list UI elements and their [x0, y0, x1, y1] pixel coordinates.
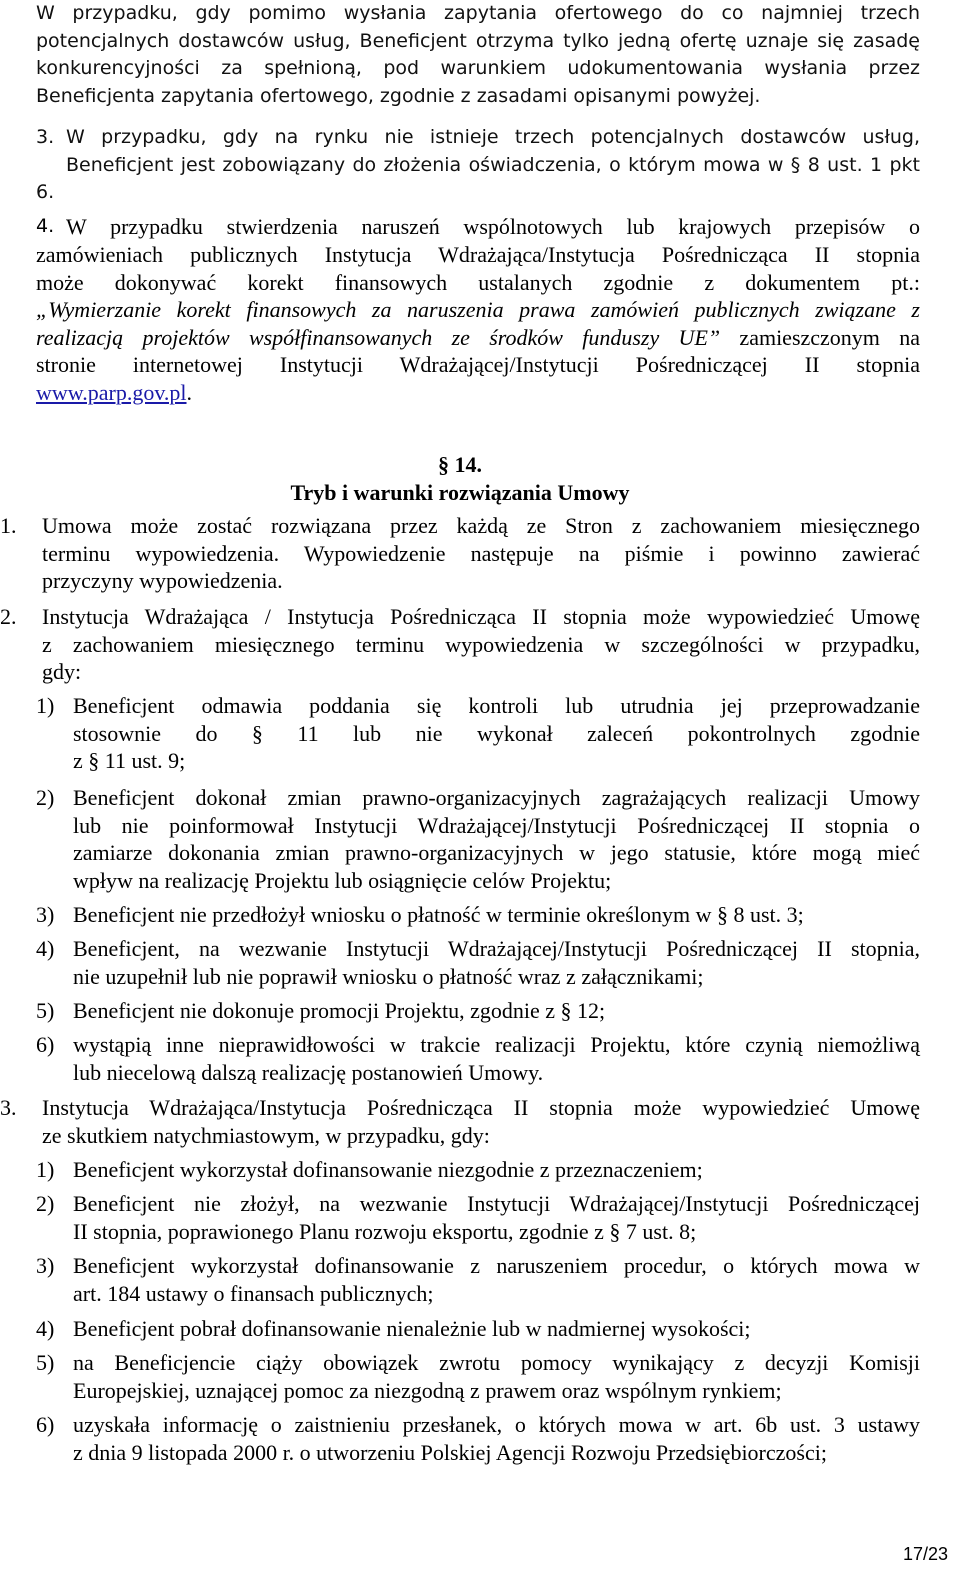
point-number: 3. — [0, 1095, 17, 1120]
list-item-number: 4) — [36, 1316, 55, 1341]
text-line: W przypadku, gdy na rynku nie istnieje trzech potencjalnych dostawców usług, — [66, 126, 920, 148]
list-item — [73, 1156, 920, 1184]
text-line: stronie internetowej Instytucji Wdrażającej/Instytucji Pośredniczącej II stopnia — [36, 352, 920, 378]
parp-website-link[interactable]: www.parp.gov.pl — [36, 379, 187, 405]
text-line: Beneficjenta zapytania ofertowego, zgodnie z zasadami opisanymi powyżej. — [36, 84, 761, 107]
text-line: z zachowaniem miesięcznego terminu wypowiedzenia w szczególności w przypadku, — [42, 631, 920, 657]
list-item — [73, 692, 920, 775]
list-item — [73, 1252, 920, 1307]
page-number: 17/23 — [902, 1544, 948, 1564]
text-line — [36, 324, 920, 352]
list-item — [73, 1031, 920, 1086]
list-item — [73, 1411, 920, 1466]
text-line: zamówieniach publicznych Instytucja Wdrażająca/Instytucja Pośrednicząca II stopnia — [36, 242, 920, 267]
text-line: potencjalnych dostawców usług, Beneficjent otrzyma tylko jedną ofertę uznaje się zasadę — [36, 29, 920, 52]
text-line: Beneficjent wykorzystał dofinansowanie niezgodnie z przeznaczeniem; — [73, 1157, 703, 1182]
list-item-number: 6) — [36, 1032, 55, 1057]
section-1-paragraph — [42, 512, 920, 595]
text-line: II stopnia, poprawionego Planu rozwoju eksportu, zgodnie z § 7 ust. 8; — [73, 1218, 697, 1244]
text-line: stosownie do § 11 lub nie wykonał zaleceń pokontrolnych zgodnie — [73, 720, 920, 746]
text-line: może dokonywać korekt finansowych ustalanych zgodnie z dokumentem pt.: — [36, 269, 920, 295]
text-line: wpływ na realizację Projektu lub osiągnięcie celów Projektu; — [73, 867, 612, 893]
text-line: lub nie poinformował Instytucji Wdrażającej/Instytucji Pośredniczącej II stopnia o — [73, 812, 920, 838]
text-line: Beneficjent wykorzystał dofinansowanie z naruszeniem procedur, o których mowa w — [73, 1253, 920, 1278]
text-line: konkurencyjności za spełnioną, pod warunkiem udokumentowania wysłania przez — [36, 57, 920, 80]
text-line: terminu wypowiedzenia. Wypowiedzenie następuje na piśmie i powinno zawierać — [42, 540, 920, 566]
list-item-number: 5) — [36, 1350, 55, 1375]
list-item — [73, 935, 920, 990]
section-2-paragraph — [42, 603, 920, 686]
document-title-italic: „Wymierzanie korekt finansowych za naruszenia prawa zamówień publicznych związane z — [36, 297, 920, 323]
text-line: ze skutkiem natychmiastowym, w przypadku, gdy: — [42, 1122, 490, 1148]
point-4-paragraph — [66, 213, 920, 241]
point-4-continuation — [36, 241, 920, 407]
text-line: na Beneficjencie ciąży obowiązek zwrotu pomocy wynikający z decyzji Komisji — [73, 1350, 920, 1375]
text-line: z dnia 9 listopada 2000 r. o utworzeniu Polskiej Agencji Rozwoju Przedsiębiorczości; — [73, 1439, 827, 1465]
section-3-paragraph — [42, 1094, 920, 1149]
text-line: wystąpią inne nieprawidłowości w trakcie realizacji Projektu, które czynią niemożliwą — [73, 1032, 920, 1057]
text-line: W przypadku stwierdzenia naruszeń wspólnotowych lub krajowych przepisów o — [66, 214, 920, 239]
text-line: Beneficjent pobrał dofinansowanie nienależnie lub w nadmiernej wysokości; — [73, 1316, 751, 1341]
list-item-number: 3) — [36, 1253, 55, 1278]
text-line: gdy: — [42, 659, 82, 685]
text-line: lub niecelową dalszą realizację postanowień Umowy. — [73, 1059, 544, 1085]
list-item — [73, 1190, 920, 1245]
text-line: 6. — [36, 181, 55, 203]
text-line — [36, 379, 920, 407]
text-line: Beneficjent odmawia poddania się kontroli lub utrudnia jej przeprowadzanie — [73, 693, 920, 718]
text-line: Instytucja Wdrażająca / Instytucja Pośrednicząca II stopnia może wypowiedzieć Umowę — [42, 604, 920, 629]
text-line: Umowa może zostać rozwiązana przez każdą ze Stron z zachowaniem miesięcznego — [42, 513, 920, 538]
list-item — [73, 901, 920, 929]
text-line: uzyskała informację o zaistnieniu przesłanek, o których mowa w art. 6b ust. 3 ustawy — [73, 1412, 920, 1437]
list-item — [73, 1315, 920, 1343]
section-number: § 14. — [438, 452, 482, 477]
list-item-number: 2) — [36, 1191, 55, 1216]
text-fragment: zamieszczonym na — [720, 324, 920, 350]
text-line: przyczyny wypowiedzenia. — [42, 568, 283, 594]
text-line: nie uzupełnił lub nie poprawił wniosku o płatność wraz z załącznikami; — [73, 963, 704, 989]
list-item-number: 1) — [36, 693, 55, 718]
text-line: Europejskiej, uznającej pomoc za niezgodną z prawem oraz wspólnym rynkiem; — [73, 1377, 782, 1403]
document-title-italic: realizacją projektów współfinansowanych ze środków funduszy UE” — [36, 324, 721, 350]
text-line: Beneficjent nie złożył, na wezwanie Instytucji Wdrażającej/Instytucji Pośredniczącej — [73, 1191, 920, 1216]
text-line: Beneficjent jest zobowiązany do złożenia oświadczenia, o którym mowa w § 8 ust. 1 pkt — [66, 153, 920, 176]
text-line: Beneficjent, na wezwanie Instytucji Wdrażającej/Instytucji Pośredniczącej II stopnia, — [73, 936, 920, 961]
list-item-number: 1) — [36, 1157, 55, 1182]
list-item-number: 4) — [36, 936, 55, 961]
text-line: Instytucja Wdrażająca/Instytucja Pośrednicząca II stopnia może wypowiedzieć Umowę — [42, 1095, 920, 1120]
point-number: 2. — [0, 604, 17, 629]
list-item — [73, 997, 920, 1025]
point-3-paragraph — [66, 124, 920, 179]
list-item — [73, 1349, 920, 1404]
text-line: Beneficjent nie przedłożył wniosku o płatność w terminie określonym w § 8 ust. 3; — [73, 902, 804, 927]
point-number: 4. — [36, 215, 55, 237]
text-fragment: . — [186, 379, 193, 405]
list-item-number: 3) — [36, 902, 55, 927]
intro-paragraph — [36, 0, 920, 110]
text-line: zamiarze dokonania zmian prawno-organizacyjnych w jego statusie, które mogą mieć — [73, 840, 920, 866]
text-line: Beneficjent dokonał zmian prawno-organizacyjnych zagrażających realizacji Umowy — [73, 785, 920, 810]
section-title: Tryb i warunki rozwiązania Umowy — [290, 480, 630, 505]
list-item-number: 2) — [36, 785, 55, 810]
text-line: z § 11 ust. 9; — [73, 748, 186, 774]
text-line: art. 184 ustawy o finansach publicznych; — [73, 1280, 434, 1306]
text-line: Beneficjent nie dokonuje promocji Projektu, zgodnie z § 12; — [73, 998, 606, 1023]
point-number: 3. — [36, 126, 55, 148]
list-item-number: 6) — [36, 1412, 55, 1437]
list-item — [73, 784, 920, 894]
text-line: W przypadku, gdy pomimo wysłania zapytania ofertowego do co najmniej trzech — [36, 2, 920, 24]
point-number: 1. — [0, 513, 17, 538]
list-item-number: 5) — [36, 998, 55, 1023]
